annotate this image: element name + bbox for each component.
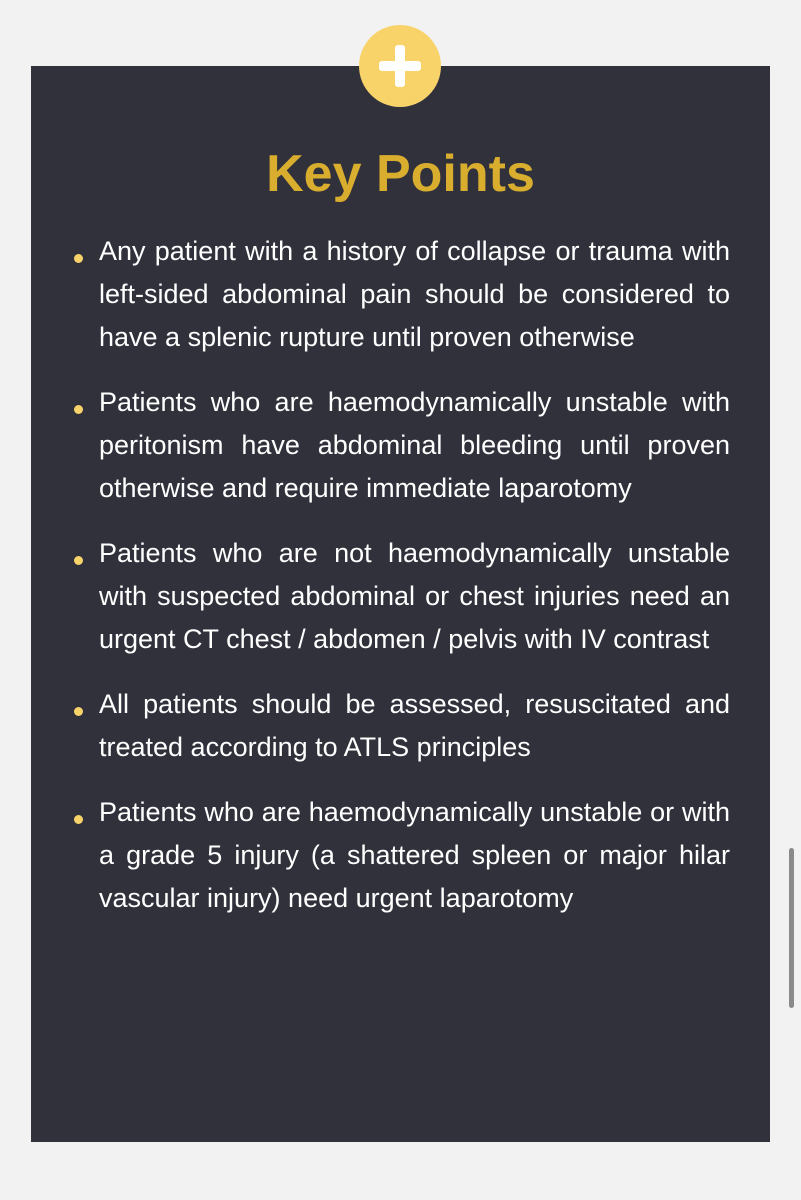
bullet-icon (74, 405, 83, 414)
list-item-text: All patients should be assessed, resuscitated and treated according to ATLS principles (99, 689, 730, 762)
bullet-icon (74, 815, 83, 824)
list-item-text: Any patient with a history of collapse or trauma with left-sided abdominal pain should be considered to have a splenic rupture until proven otherwise (99, 236, 730, 352)
bullet-icon (74, 707, 83, 716)
plus-badge (359, 25, 441, 107)
list-item (99, 532, 730, 661)
list-item (99, 683, 730, 769)
card-title: Key Points (266, 145, 535, 203)
list-item-text: Patients who are haemodynamically unstable or with a grade 5 injury (a shattered spleen or major hilar vascular injury) need urgent laparotomy (99, 797, 730, 913)
plus-icon (376, 42, 424, 90)
key-points-list (99, 230, 730, 942)
list-item (99, 791, 730, 920)
vertical-scrollbar[interactable] (789, 848, 794, 1008)
list-item-text: Patients who are haemodynamically unstable with peritonism have abdominal bleeding until proven otherwise and require immediate laparotomy (99, 387, 730, 503)
list-item (99, 230, 730, 359)
list-item-text: Patients who are not haemodynamically unstable with suspected abdominal or chest injuries need an urgent CT chest / abdomen / pelvis with IV contrast (99, 538, 730, 654)
bullet-icon (74, 254, 83, 263)
list-item (99, 381, 730, 510)
bullet-icon (74, 556, 83, 565)
